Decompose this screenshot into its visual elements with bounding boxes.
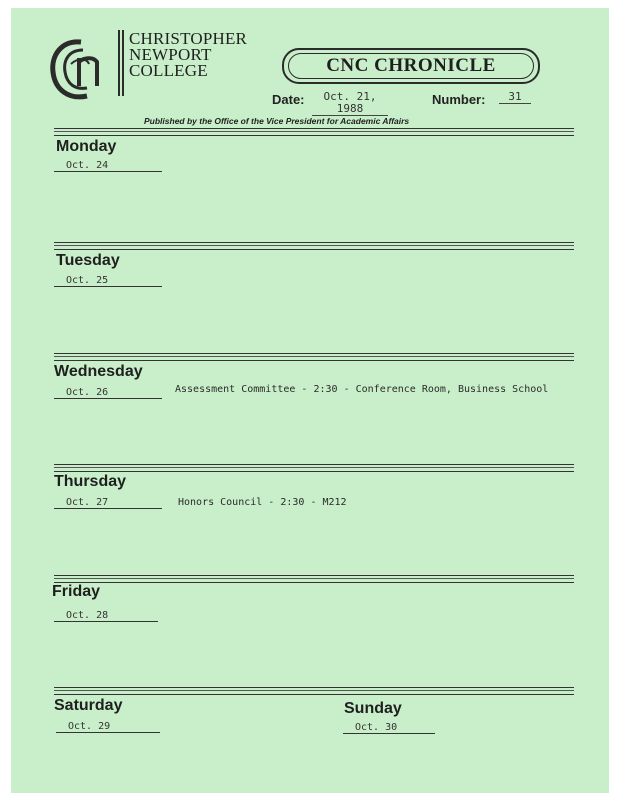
publisher-line: Published by the Office of the Vice President for Academic Affairs	[144, 116, 410, 126]
section-divider	[54, 242, 574, 250]
section-divider	[54, 687, 574, 695]
day-date-monday: Oct. 24	[54, 160, 162, 172]
day-name-sunday: Sunday	[344, 700, 402, 717]
day-date-friday: Oct. 28	[54, 610, 158, 622]
cnc-monogram-logo-icon	[43, 28, 113, 108]
day-name-wednesday: Wednesday	[54, 363, 143, 380]
logo-divider-bar	[118, 30, 120, 96]
event-wednesday: Assessment Committee - 2:30 - Conference Room, Business School	[175, 384, 549, 395]
date-value: Oct. 21, 1988	[312, 91, 388, 116]
chronicle-title: CNC CHRONICLE	[326, 55, 496, 76]
section-divider	[54, 464, 574, 472]
day-name-friday: Friday	[52, 583, 101, 600]
date-label: Date:	[272, 92, 305, 107]
day-name-tuesday: Tuesday	[56, 252, 120, 269]
day-date-sunday: Oct. 30	[343, 722, 435, 734]
newsletter-page	[11, 8, 609, 793]
chronicle-title-banner	[282, 48, 540, 84]
day-name-thursday: Thursday	[54, 473, 127, 490]
number-label: Number:	[432, 92, 486, 107]
day-date-wednesday: Oct. 26	[54, 387, 162, 399]
day-date-tuesday: Oct. 25	[54, 275, 162, 287]
section-divider	[54, 575, 574, 583]
number-value: 31	[499, 91, 531, 104]
college-name-line: COLLEGE	[129, 61, 208, 80]
college-name-line: NEWPORT	[129, 45, 212, 64]
college-name-line: CHRISTOPHER	[129, 29, 248, 48]
college-name	[129, 31, 247, 79]
section-divider	[54, 128, 574, 136]
day-name-monday: Monday	[56, 138, 117, 155]
day-date-thursday: Oct. 27	[54, 497, 162, 509]
day-name-saturday: Saturday	[54, 697, 123, 714]
section-divider	[54, 353, 574, 361]
logo-divider-bar	[122, 30, 124, 96]
event-thursday: Honors Council - 2:30 - M212	[178, 497, 347, 508]
day-date-saturday: Oct. 29	[56, 721, 160, 733]
